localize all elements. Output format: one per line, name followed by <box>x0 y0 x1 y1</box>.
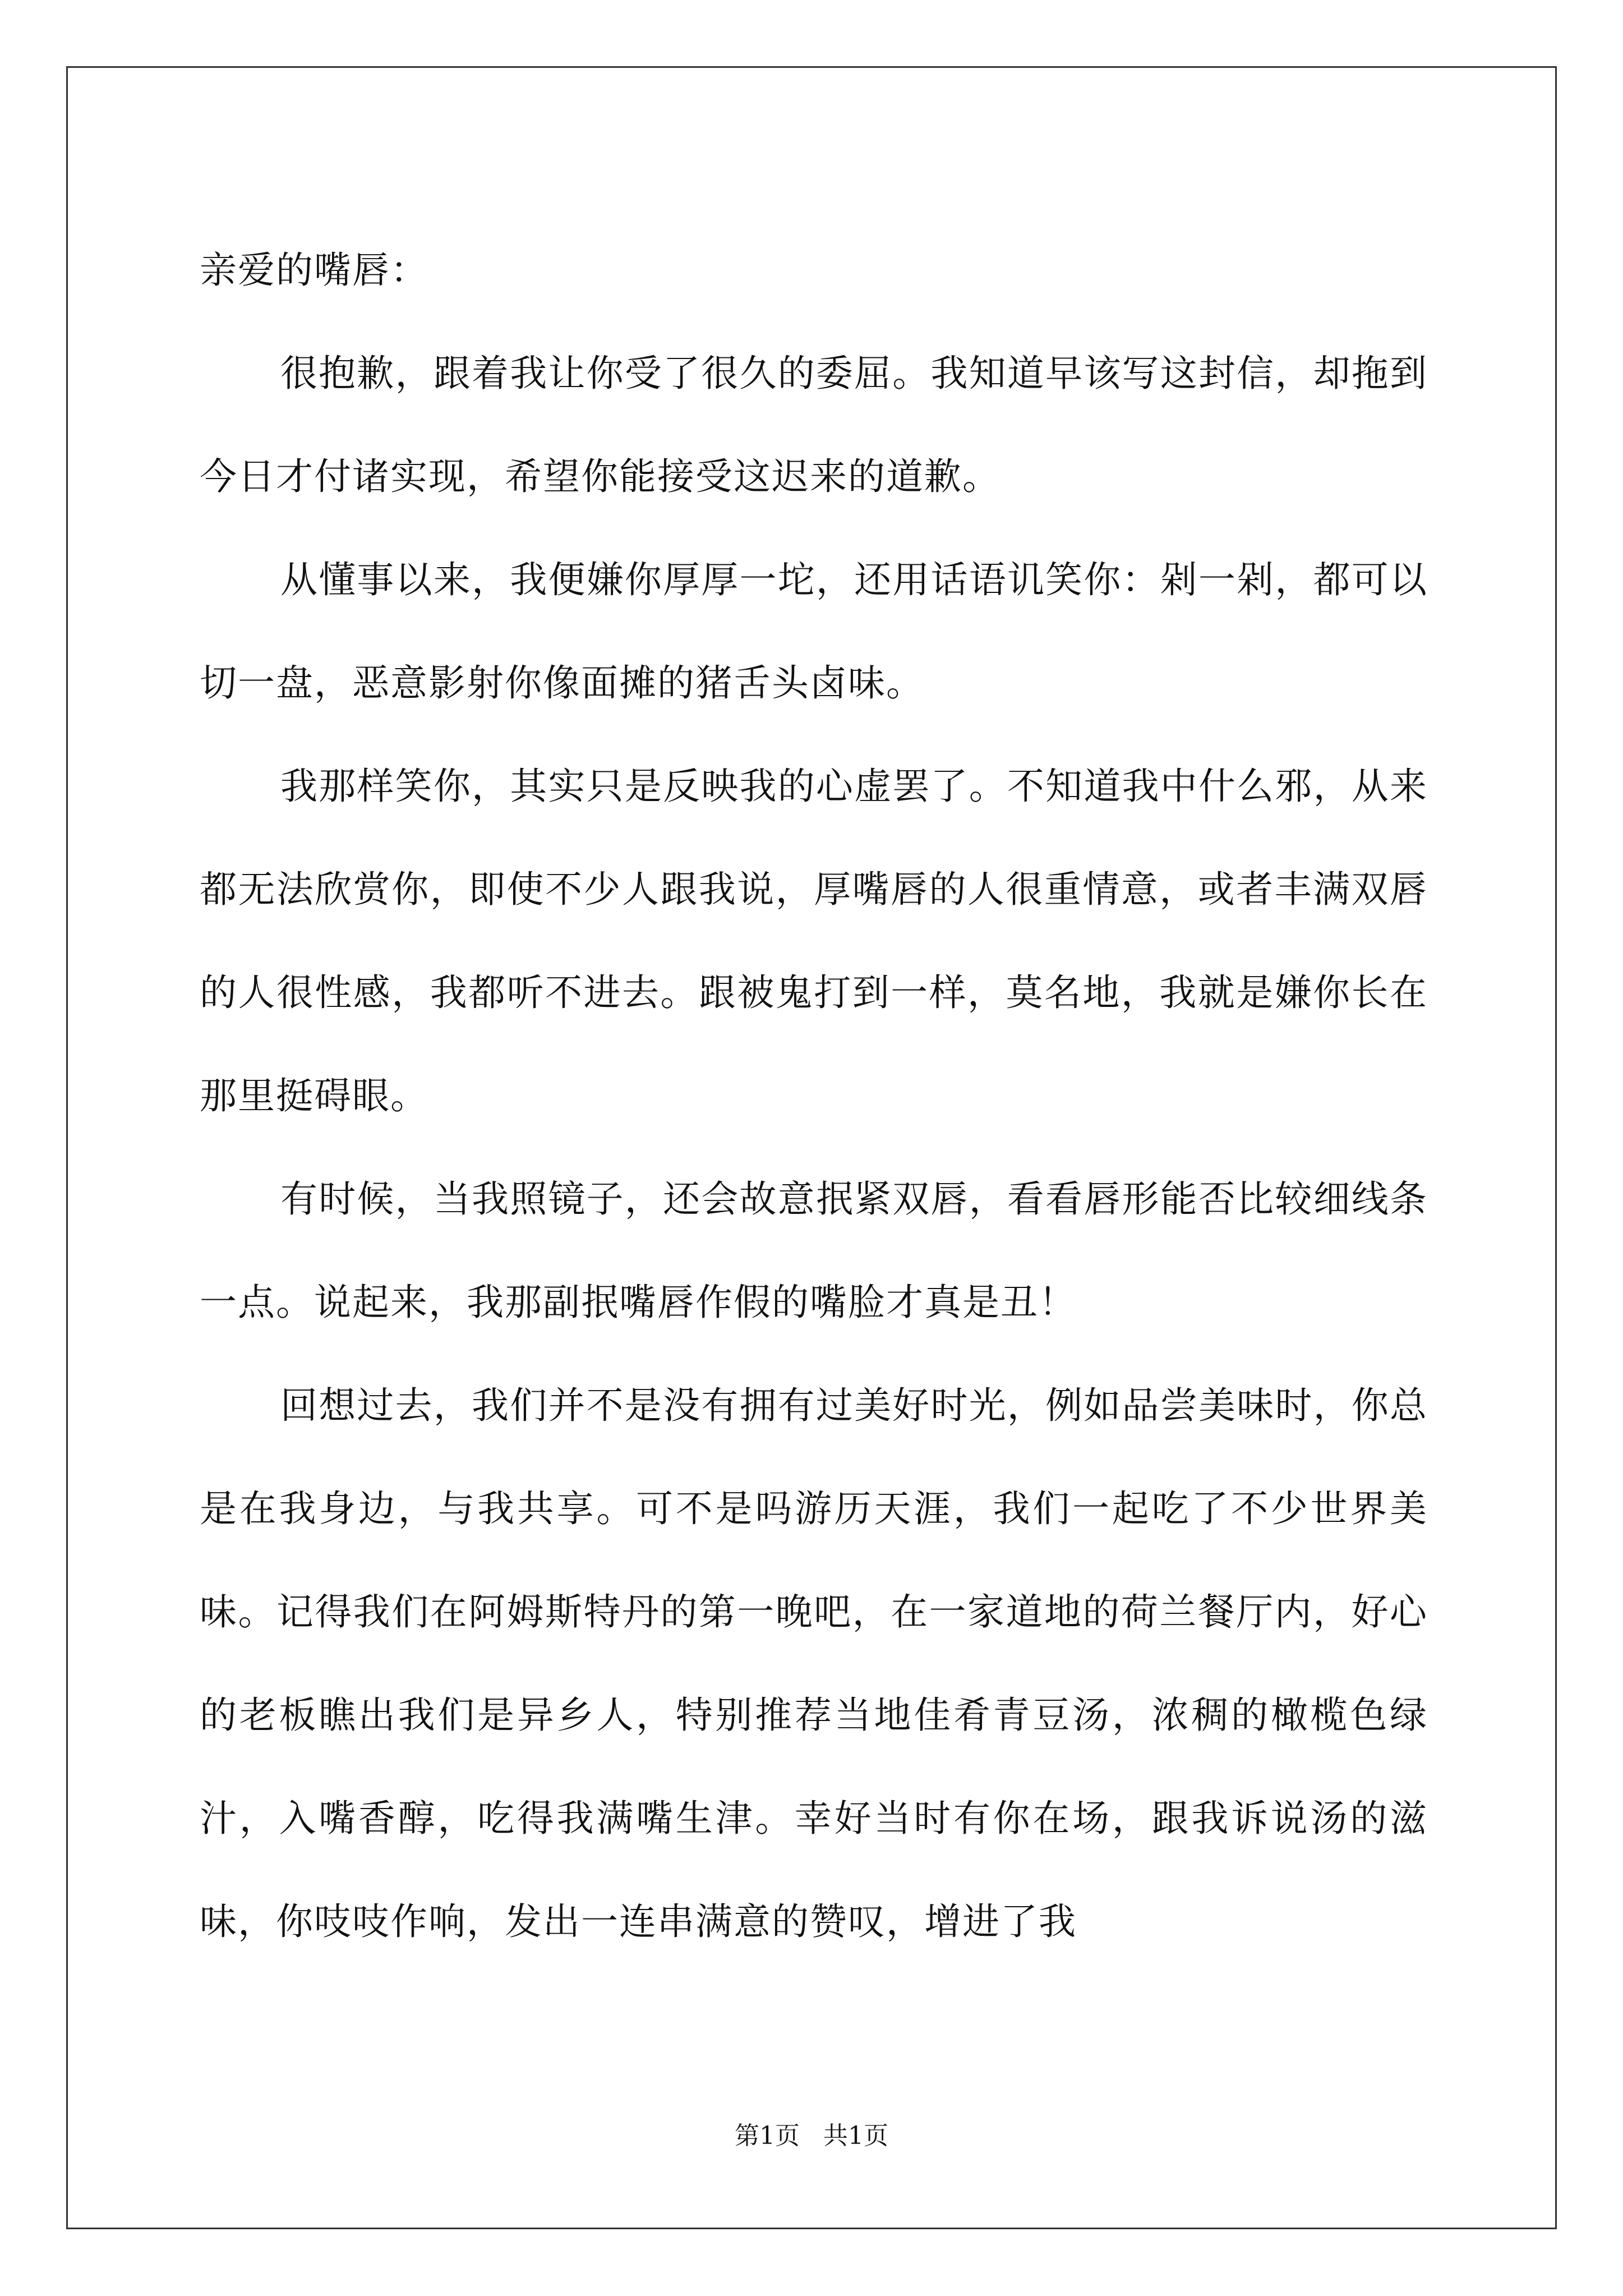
letter-paragraph-2: 从懂事以来，我便嫌你厚厚一坨，还用话语讥笑你：剁一剁，都可以切一盘，恶意影射你像面摊的猪舌头卤味。 <box>200 558 1428 705</box>
page-number-footer: 第1页 共1页 <box>735 2122 888 2150</box>
letter-body <box>200 219 1428 1973</box>
letter-paragraph-1: 很抱歉，跟着我让你受了很久的委屈。我知道早该写这封信，却拖到今日才付诸实现，希望你能接受这迟来的道歉。 <box>200 352 1428 498</box>
letter-salutation: 亲爱的嘴唇： <box>200 249 428 292</box>
letter-paragraph-3: 我那样笑你，其实只是反映我的心虚罢了。不知道我中什么邪，从来都无法欣赏你，即使不少人跟我说，厚嘴唇的人很重情意，或者丰满双唇的人很性感，我都听不进去。跟被鬼打到一样，莫名地，我就是嫌你长在那里挺碍眼。 <box>200 765 1428 1117</box>
letter-paragraph-4: 有时候，当我照镜子，还会故意抿紧双唇，看看唇形能否比较细线条一点。说起来，我那副抿嘴唇作假的嘴脸才真是丑！ <box>200 1177 1428 1324</box>
letter-paragraph-5: 回想过去，我们并不是没有拥有过美好时光，例如品尝美味时，你总是在我身边，与我共享。可不是吗游历天涯，我们一起吃了不少世界美味。记得我们在阿姆斯特丹的第一晚吧，在一家道地的荷兰餐厅内，好心的老板瞧出我们是异乡人，特别推荐当地佳肴青豆汤，浓稠的橄榄色绿汁，入嘴香醇，吃得我满嘴生津。幸好当时有你在场，跟我诉说汤的滋味，你吱吱作响，发出一连串满意的赞叹，增进了我 <box>200 1384 1428 1943</box>
